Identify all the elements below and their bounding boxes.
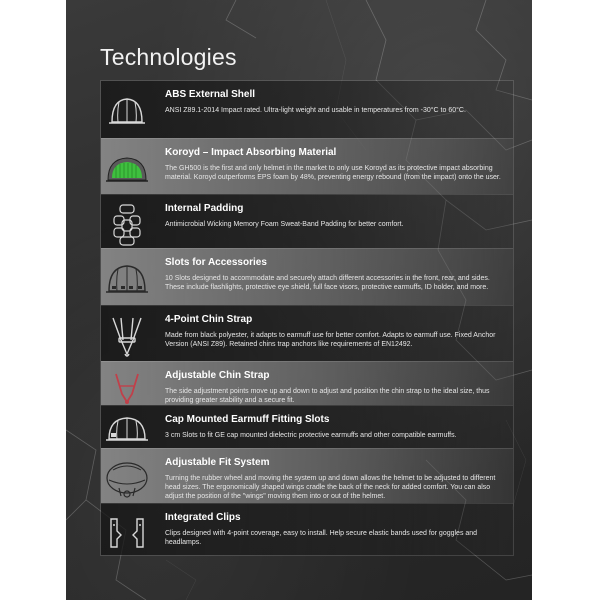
padding-icon [101,195,153,248]
feature-heading: Adjustable Fit System [165,457,270,468]
helmet-shell-icon [101,81,153,138]
feature-row [101,194,513,248]
feature-row [101,503,513,555]
koroyd-helmet-icon [101,139,153,194]
feature-description: ANSI Z89.1-2014 Impact rated. Ultra-light weight and usable in temperatures from -30°C to 60°C. [165,107,466,114]
feature-heading: 4-Point Chin Strap [165,314,253,325]
feature-heading: Integrated Clips [165,512,241,523]
clips-icon [101,504,153,555]
adjustable-strap-icon [101,362,153,405]
feature-heading: Internal Padding [165,203,244,214]
earmuff-slot-icon [101,406,153,448]
feature-heading: Slots for Accessories [165,257,267,268]
feature-row [101,248,513,305]
feature-heading: ABS External Shell [165,89,256,100]
feature-heading: Adjustable Chin Strap [165,370,270,381]
feature-description: Turning the rubber wheel and moving the system up and down allows the helmet to be adjusted to different head sizes. The ergonomically shaped wings cradle the back of the neck for added comfort. You can also adjust the position of the "wings" moving them into or out of the helmet. [165,475,496,500]
fit-system-icon [101,449,153,503]
feature-heading: Cap Mounted Earmuff Fitting Slots [165,414,330,425]
feature-description: Clips designed with 4-point coverage, easy to install. Help secure elastic bands used for goggles and headlamps. [165,530,478,546]
technologies-sheet [66,0,532,600]
feature-description: The GH500 is the first and only helmet in the market to only use Koroyd as its protective impact absorbing material. Koroyd outperforms EPS foam by 48%, preventing energy rebound (from the impact) onto the user. [165,165,501,181]
feature-description: The side adjustment points move up and down to adjust and position the chin strap to the ideal size, thus providing greater stability and a secure fit. [165,388,490,404]
feature-row [101,405,513,448]
page-title: Technologies [100,44,237,70]
feature-row [101,305,513,361]
chin-strap-icon [101,306,153,361]
feature-row [101,361,513,405]
feature-description: 10 Slots designed to accommodate and securely attach different accessories in the front, rear, and sides. These include flashlights, protective eye shield, full face visors, protective earmuffs, ID holder, and more. [165,275,490,291]
feature-description: Made from black polyester, it adapts to earmuff use for better comfort. Adapts to earmuff use. Fixed Anchor Version (ANSI Z89). Retained chins trap anchors like requirements of EN12492. [165,332,496,348]
feature-row [101,81,513,138]
feature-row [101,138,513,194]
feature-description: 3 cm Slots to fit GE cap mounted dielectric protective earmuffs and other compatible earmuffs. [165,432,457,439]
feature-row [101,448,513,503]
feature-description: Antimicrobial Wicking Memory Foam Sweat-Band Padding for better comfort. [165,221,404,228]
feature-heading: Koroyd – Impact Absorbing Material [165,147,337,158]
feature-list [100,80,514,556]
helmet-slots-icon [101,249,153,305]
